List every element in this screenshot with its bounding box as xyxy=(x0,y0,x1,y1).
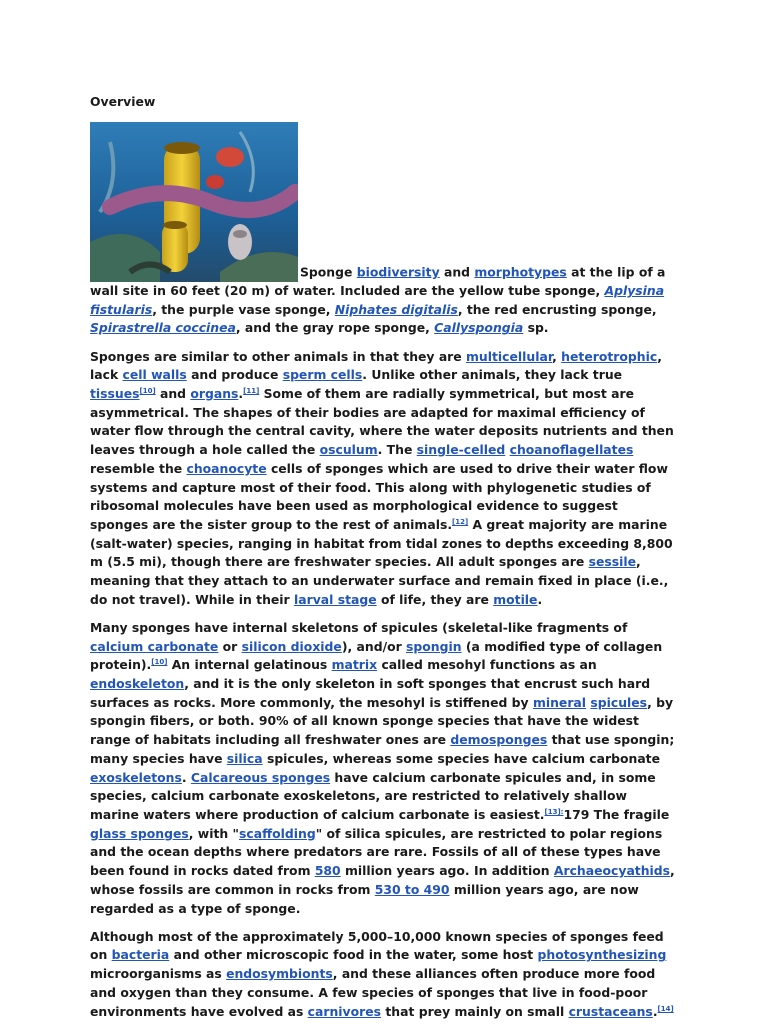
link-calcium-carbonate[interactable]: calcium carbonate xyxy=(90,638,219,654)
link-niphates-digitalis[interactable]: Niphates digitalis xyxy=(334,301,458,317)
link-exoskeletons[interactable]: exoskeletons xyxy=(90,769,182,785)
link-spongin[interactable]: spongin xyxy=(406,638,462,654)
document-page xyxy=(90,94,680,1031)
citation-12[interactable]: [12] xyxy=(452,517,469,526)
link-carnivores[interactable]: carnivores xyxy=(307,1003,382,1019)
link-single-celled[interactable]: single-celled xyxy=(416,442,506,458)
link-bacteria[interactable]: bacteria xyxy=(111,947,170,963)
link-silicon-dioxide[interactable]: silicon dioxide xyxy=(241,638,342,654)
link-heterotrophic[interactable]: heterotrophic xyxy=(561,348,658,364)
link-endoskeleton[interactable]: endoskeleton xyxy=(90,676,185,692)
link-morphotypes[interactable]: morphotypes xyxy=(474,264,567,280)
link-calcareous-sponges[interactable]: Calcareous sponges xyxy=(190,769,331,785)
link-osculum[interactable]: osculum xyxy=(319,442,378,458)
link-matrix[interactable]: matrix xyxy=(331,657,378,673)
image-caption-paragraph: Sponge biodiversity and morphotypes at the lip of a wall site in 60 feet (20 m) of water. Included are the yellow tube sponge, Aplysina fistularis, the purple vase sponge, Niphates digitalis, the red encrusting sponge, Spirastrella coccinea, and the gray rope sponge, Callyspongia sp. xyxy=(90,122,680,338)
citation-11[interactable]: [11] xyxy=(243,387,260,396)
link-larval-stage[interactable]: larval stage xyxy=(293,591,377,607)
link-cell-walls[interactable]: cell walls xyxy=(122,367,187,383)
link-aplysina-fistularis[interactable]: Aplysina fistularis xyxy=(90,283,665,317)
link-biodiversity[interactable]: biodiversity xyxy=(356,264,440,280)
link-choanoflagellates[interactable]: choanoflagellates xyxy=(509,442,634,458)
citation-10[interactable]: [10] xyxy=(139,387,156,396)
link-spicules[interactable]: spicules xyxy=(590,694,648,710)
sponge-photo xyxy=(90,122,298,282)
link-scaffolding[interactable]: scaffolding xyxy=(239,825,316,841)
body-paragraph-2: Many sponges have internal skeletons of spicules (skeletal-like fragments of calcium carbonate or silicon dioxide), and/or spongin (a modified type of collagen protein).[10] An internal gelatinous matrix called mesohyl functions as an endoskeleton, and it is the only skeleton in soft sponges that encrust such hard surfaces as rocks. More commonly, the mesohyl is stiffened by mineral spicules, by spongin fibers, or both. 90% of all known sponge species that have the widest range of habitats including all freshwater ones are demosponges that use spongin; many species have silica spicules, whereas some species have calcium carbonate exoskeletons. Calcareous sponges have calcium carbonate spicules and, in some species, calcium carbonate exoskeletons, are restricted to relatively shallow marine waters where production of calcium carbonate is easiest.$^{[13]:}$179 The fragile glass sponges, with "scaffolding" of silica spicules, are restricted to polar regions and the ocean depths where predators are rare. Fossils of all of these types have been found in rocks dated from 580 million years ago. In addition Archaeocyathids, whose fossils are common in rocks from 530 to 490 million years ago, are now regarded as a type of sponge. xyxy=(90,619,675,916)
link-archaeocyathids[interactable]: Archaeocyathids xyxy=(553,863,671,879)
link-580[interactable]: 580 xyxy=(314,863,341,879)
link-530-to-490[interactable]: 530 to 490 xyxy=(374,881,450,897)
link-tissues[interactable]: tissues xyxy=(90,386,140,402)
link-sperm-cells[interactable]: sperm cells xyxy=(282,367,363,383)
link-callyspongia[interactable]: Callyspongia xyxy=(434,320,524,336)
link-glass-sponges[interactable]: glass sponges xyxy=(90,825,189,841)
link-spirastrella-coccinea[interactable]: Spirastrella coccinea xyxy=(90,320,236,336)
link-mineral[interactable]: mineral xyxy=(532,694,587,710)
citation-13[interactable]: [13]: xyxy=(544,807,564,816)
citation-10[interactable]: [10] xyxy=(151,658,168,667)
link-photosynthesizing[interactable]: photosynthesizing xyxy=(537,947,667,963)
link-crustaceans[interactable]: crustaceans xyxy=(568,1003,653,1019)
body-paragraph-1: Sponges are similar to other animals in that they are multicellular, heterotrophic, lack cell walls and produce sperm cells. Unlike other animals, they lack true tissues[10] and organs.[11] Some of them are radially symmetrical, but most are asymmetrical. The shapes of their bodies are adapted for maximal efficiency of water flow through the central cavity, where the water deposits nutrients and then leaves through a hole called the osculum. The single-celled choanoflagellates resemble the choanocyte cells of sponges which are used to drive their water flow systems and capture most of their food. This along with phylogenetic studies of ribosomal molecules have been used as morphological evidence to suggest sponges are the sister group to the rest of animals.[12] A great majority are marine (salt-water) species, ranging in habitat from tidal zones to depths exceeding 8,800 m (5.5 mi), though there are freshwater species. All adult sponges are sessile, meaning that they attach to an underwater surface and remain fixed in place (i.e., do not travel). While in their larval stage of life, they are motile. xyxy=(90,348,674,607)
link-multicellular[interactable]: multicellular xyxy=(466,348,553,364)
link-choanocyte[interactable]: choanocyte xyxy=(186,460,267,476)
link-endosymbionts[interactable]: endosymbionts xyxy=(226,966,333,982)
section-heading: Overview xyxy=(90,94,156,109)
body-paragraph-3: Although most of the approximately 5,000–10,000 known species of sponges feed on bacteria and other microscopic food in the water, some host photosynthesizing microorganisms as endosymbionts, and these alliances often produce more food and oxygen than they consume. A few species of sponges that live in food-poor environments have evolved as carnivores that prey mainly on small crustaceans.[14] xyxy=(90,928,674,1019)
link-sessile[interactable]: sessile xyxy=(588,554,637,570)
citation-14[interactable]: [14] xyxy=(657,1004,674,1013)
link-demosponges[interactable]: demosponges xyxy=(450,732,548,748)
link-organs[interactable]: organs xyxy=(190,386,239,402)
link-silica[interactable]: silica xyxy=(226,750,263,766)
link-motile[interactable]: motile xyxy=(493,591,538,607)
